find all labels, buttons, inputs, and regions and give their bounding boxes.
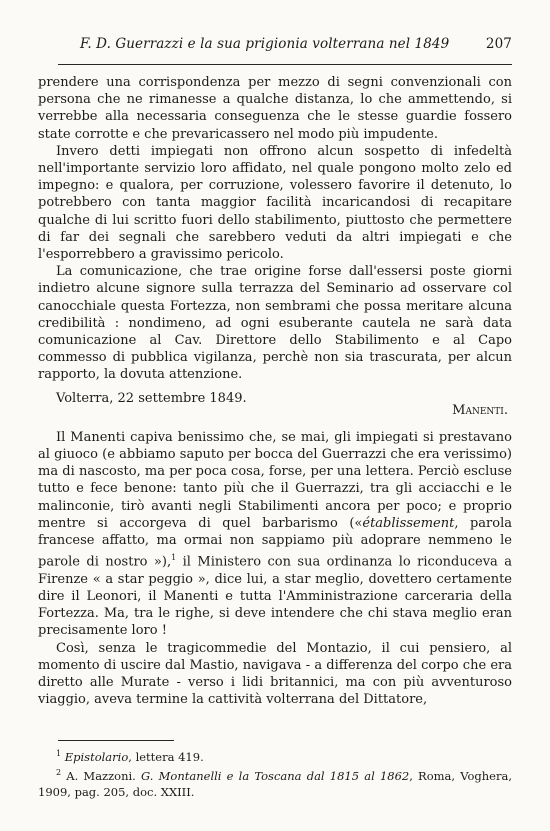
letter-paragraph-1: prendere una corrispondenza per mezzo di segni convenzionali con persona che ne rimanesse a qualche distanza, lo che ammettendo, si verrebbe alla necessaria conseguenza che le stesse guardie fossero state corrotte e che prevaricassero nel modo più impudente. bbox=[38, 75, 512, 142]
footnote-title: Epistolario bbox=[64, 749, 129, 764]
letter-closing bbox=[38, 390, 512, 419]
running-title: F. D. Guerrazzi e la sua prigionia volterrana nel 1849 bbox=[80, 36, 450, 52]
paragraph-text: , parola francese affatto, ma ormai non sappiamo più adoprare nemmeno le parole di nostro »), bbox=[38, 515, 512, 570]
footnote-rule bbox=[58, 740, 174, 741]
letter-signature: Manenti. bbox=[452, 402, 508, 418]
footnote-reference: 1 bbox=[171, 553, 177, 563]
italic-term: établissement bbox=[362, 515, 455, 531]
footnotes bbox=[38, 746, 512, 800]
footnote-mark: 1 bbox=[56, 749, 62, 758]
narrative-paragraph-2: Così, senza le tragicommedie del Montazio, il cui pensiero, al momento di uscire dal Mastio, navigava - a differenza del corpo che era diretto alle Murate - verso i lidi britannici, ma con più avventuroso viaggio, aveva termine la cattività volterrana del Dittatore, bbox=[38, 640, 512, 708]
section-gap bbox=[38, 419, 512, 429]
page-body bbox=[38, 74, 512, 708]
letter-paragraph-3: La comunicazione, che trae origine forse dall'essersi poste giorni indietro alcune signore sulla terrazza del Seminario ad osservare col canocchiale questa Fortezza, non sembrami che possa meritare alcuna credibilità : nondimeno, ad ogni esuberante cautela ne sarà data comunicazione al Cav. Direttore dello Stabilimento e al Capo commesso di pubblica vigilanza, perchè non sia trascurata, per alcun rapporto, la dovuta attenzione. bbox=[38, 264, 512, 383]
footnote-mark: 2 bbox=[56, 768, 62, 778]
letter-paragraph-2: Invero detti impiegati non offrono alcun sospetto di infedeltà nell'importante servizio loro affidato, nel quale pongono molto zelo ed impegno: e qualora, per corruzione, volessero favorire il detenuto, lo potrebbero con tanta maggior facilità incaricandosi di recapitare qualche di lui scritto fuori dello stabilimento, piuttosto che permettere di far dei segnali che sarebbero veduti da altri impiegati e che l'esporrebbero a gravissimo pericolo. bbox=[38, 143, 512, 263]
paragraph-text: Il Manenti capiva benissimo che, se mai, gli impiegati si prestavano al giuoco (e abbiamo saputo per bocca del Guerrazzi che era verissimo) ma di nascosto, ma per poca cosa, forse, per una lettera. Perciò escluse tutto e fece benone: tanto più che il Guerrazzi, tra gli acciacchi e le malinconie, tirò avanti negli Stabilimenti ancora per poco; e proprio mentre si accorgeva di quel barbarismo (« bbox=[38, 429, 512, 531]
letter-date: Volterra, 22 settembre 1849. bbox=[56, 390, 247, 406]
footnote-author: A. Mazzoni. bbox=[66, 769, 136, 784]
page-number: 207 bbox=[485, 36, 512, 52]
narrative-paragraph-1 bbox=[38, 429, 512, 640]
footnote-1 bbox=[38, 746, 512, 765]
running-header bbox=[80, 36, 512, 58]
paragraph-text: il Ministero con sua ordinanza lo riconduceva a Firenze « a star peggio », dice lui, a star meglio, dovettero certamente dire il Leonori, il Manenti e tutta l'Amministrazione carceraria della Fortezza. Ma, tra le righe, si deve intendere che chi stava meglio eran precisamente loro ! bbox=[38, 554, 512, 639]
footnote-title: G. Montanelli e la Toscana dal 1815 al 1862 bbox=[141, 769, 410, 784]
footnote-2 bbox=[38, 765, 512, 800]
footnote-text: , lettera 419. bbox=[128, 749, 204, 764]
header-rule bbox=[58, 64, 512, 65]
footnote-text: , Roma, Voghera, 1909, pag. 205, doc. XXIII. bbox=[38, 769, 512, 799]
